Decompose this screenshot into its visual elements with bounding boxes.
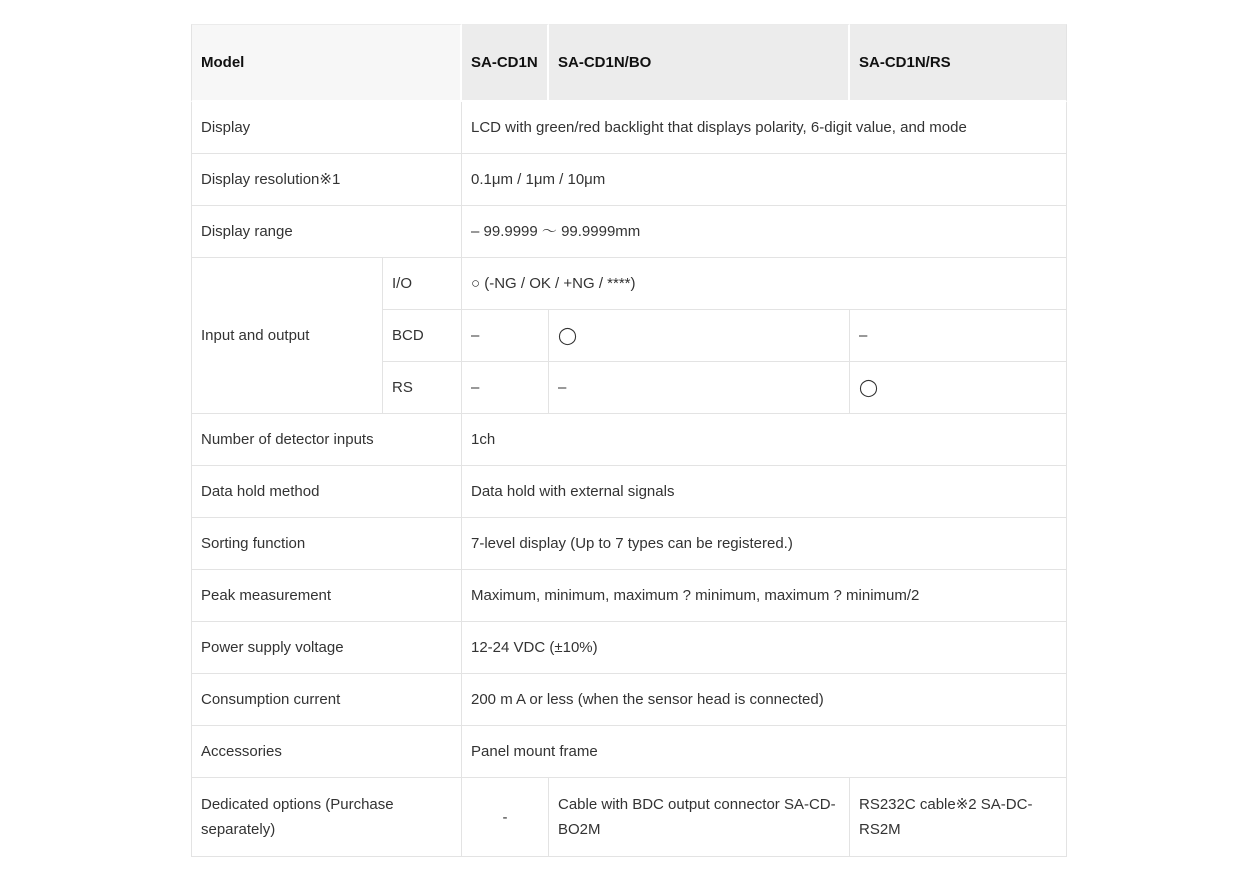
row-value: Panel mount frame xyxy=(462,726,1067,778)
row-label-group: Input and output xyxy=(191,258,383,414)
row-data-hold xyxy=(191,466,1067,518)
row-value: 200 m A or less (when the sensor head is connected) xyxy=(462,674,1067,726)
row-peak xyxy=(191,570,1067,622)
row-value: 0.1μm / 1μm / 10μm xyxy=(462,154,1067,206)
row-power xyxy=(191,622,1067,674)
column-header-sa-cd1n-bo: SA-CD1N/BO xyxy=(549,24,850,102)
row-label: Display xyxy=(191,102,462,154)
row-consumption xyxy=(191,674,1067,726)
row-label: Number of detector inputs xyxy=(191,414,462,466)
sub-row-label-io: I/O xyxy=(383,258,462,310)
row-label: Sorting function xyxy=(191,518,462,570)
row-label: Dedicated options (Purchase separately) xyxy=(191,778,462,857)
row-value: – 99.9999 〜 99.9999mm xyxy=(462,206,1067,258)
row-value: 7-level display (Up to 7 types can be registered.) xyxy=(462,518,1067,570)
row-label: Display range xyxy=(191,206,462,258)
row-label: Power supply voltage xyxy=(191,622,462,674)
model-header-label: Model xyxy=(191,24,462,102)
row-value: ○ (-NG / OK / +NG / ****) xyxy=(462,258,1067,310)
row-input-output-io xyxy=(191,258,1067,310)
sub-row-label-rs: RS xyxy=(383,362,462,414)
cell-value: - xyxy=(462,778,549,857)
row-value: 12-24 VDC (±10%) xyxy=(462,622,1067,674)
cell-value: RS232C cable※2 SA-DC-RS2M xyxy=(850,778,1067,857)
cell-value-circle: ◯ xyxy=(850,362,1067,414)
row-value: 1ch xyxy=(462,414,1067,466)
row-value: Data hold with external signals xyxy=(462,466,1067,518)
row-label: Display resolution※1 xyxy=(191,154,462,206)
row-display-range xyxy=(191,206,1067,258)
spec-table xyxy=(191,24,1067,857)
cell-value: – xyxy=(462,310,549,362)
row-detector-inputs xyxy=(191,414,1067,466)
row-label: Peak measurement xyxy=(191,570,462,622)
row-label: Data hold method xyxy=(191,466,462,518)
column-header-sa-cd1n-rs: SA-CD1N/RS xyxy=(850,24,1067,102)
cell-value: Cable with BDC output connector SA-CD-BO2M xyxy=(549,778,850,857)
cell-value: – xyxy=(549,362,850,414)
row-accessories xyxy=(191,726,1067,778)
row-value: Maximum, minimum, maximum ? minimum, maximum ? minimum/2 xyxy=(462,570,1067,622)
header-row xyxy=(191,24,1067,102)
row-label: Accessories xyxy=(191,726,462,778)
cell-value: – xyxy=(462,362,549,414)
column-header-sa-cd1n: SA-CD1N xyxy=(462,24,549,102)
row-display xyxy=(191,102,1067,154)
row-dedicated-options xyxy=(191,778,1067,857)
sub-row-label-bcd: BCD xyxy=(383,310,462,362)
cell-value-circle: ◯ xyxy=(549,310,850,362)
row-value: LCD with green/red backlight that displays polarity, 6-digit value, and mode xyxy=(462,102,1067,154)
row-display-resolution xyxy=(191,154,1067,206)
cell-value: – xyxy=(850,310,1067,362)
row-sorting xyxy=(191,518,1067,570)
row-label: Consumption current xyxy=(191,674,462,726)
